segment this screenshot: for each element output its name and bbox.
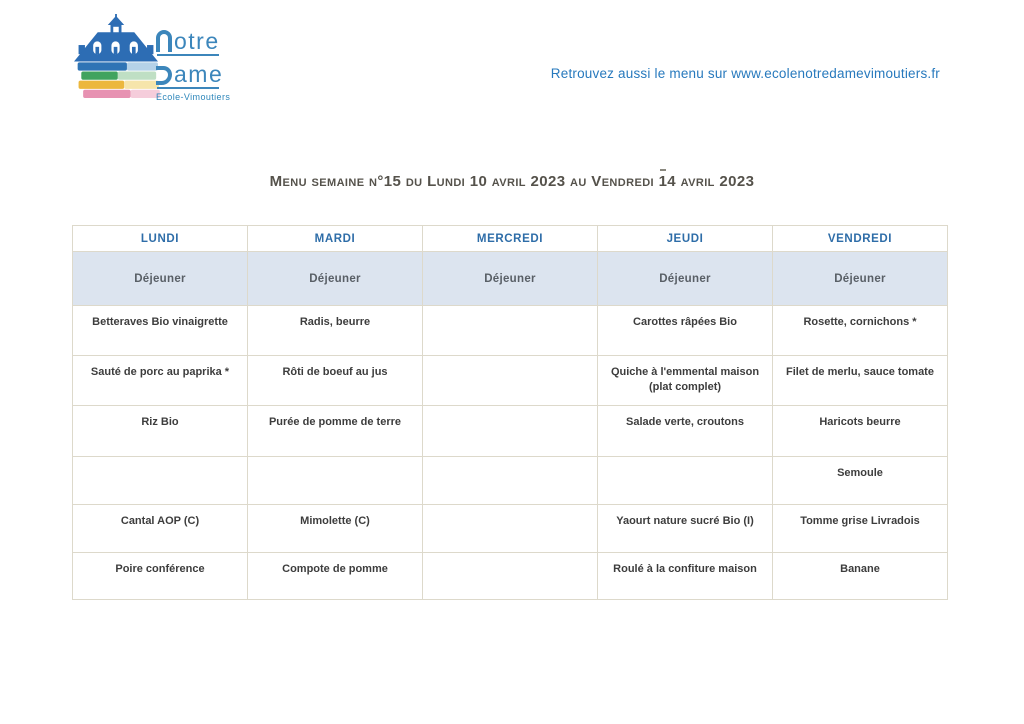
menu-cell [423,356,598,406]
menu-row-plat [73,356,948,406]
meal-cell: Déjeuner [423,252,598,306]
brand-name [156,26,230,102]
brand-subtitle: Ecole-Vimoutiers [156,92,231,102]
menu-cell: Rôti de boeuf au jus [248,356,423,406]
menu-cell: Compote de pomme [248,553,423,600]
menu-cell [423,553,598,600]
menu-cell: Roulé à la confiture maison [598,553,773,600]
school-house-icon [68,14,164,98]
brand-divider [157,54,219,56]
menu-cell: Betteraves Bio vinaigrette [73,306,248,356]
menu-row-entree [73,306,948,356]
menu-cell: Sauté de porc au paprika * [73,356,248,406]
menu-cell [248,457,423,505]
menu-row-accompagnement-2 [73,457,948,505]
brand-divider [157,87,219,89]
day-header-row [73,226,948,252]
menu-cell: Rosette, cornichons * [773,306,948,356]
menu-cell: Radis, beurre [248,306,423,356]
brand-text-ame: ame [174,61,224,87]
day-header-mardi: MARDI [248,226,423,252]
menu-cell: Banane [773,553,948,600]
weekly-menu-table [72,225,948,600]
menu-cell: Carottes râpées Bio [598,306,773,356]
meal-cell: Déjeuner [598,252,773,306]
menu-cell: Quiche à l'emmental maison (plat complet) [598,356,773,406]
meal-row [73,252,948,306]
menu-cell: Yaourt nature sucré Bio (I) [598,505,773,553]
brand-text-otre: otre [174,28,220,54]
menu-cell [423,505,598,553]
menu-cell: Filet de merlu, sauce tomate [773,356,948,406]
meal-cell: Déjeuner [248,252,423,306]
menu-cell: Haricots beurre [773,406,948,457]
stylized-d-glyph [156,66,172,85]
brand-word-dame [156,59,230,85]
menu-cell [423,457,598,505]
day-header-jeudi: JEUDI [598,226,773,252]
menu-row-fromage [73,505,948,553]
page-title: Menu semaine n°15 du Lundi 10 avril 2023 au Vendredi 14 avril 2023 [269,173,755,190]
menu-cell [598,457,773,505]
meal-cell: Déjeuner [73,252,248,306]
menu-website-link[interactable]: Retrouvez aussi le menu sur www.ecolenotredamevimoutiers.fr [550,66,940,81]
menu-cell [423,406,598,457]
stylized-n-glyph [156,30,172,52]
menu-cell: Salade verte, croutons [598,406,773,457]
menu-row-accompagnement [73,406,948,457]
menu-cell [423,306,598,356]
menu-cell: Tomme grise Livradois [773,505,948,553]
day-header-mercredi: MERCREDI [423,226,598,252]
stray-mark [660,169,666,171]
menu-row-dessert [73,553,948,600]
menu-cell: Mimolette (C) [248,505,423,553]
menu-cell: Poire conférence [73,553,248,600]
menu-cell: Semoule [773,457,948,505]
menu-cell: Purée de pomme de terre [248,406,423,457]
menu-cell: Cantal AOP (C) [73,505,248,553]
day-header-vendredi: VENDREDI [773,226,948,252]
menu-cell: Riz Bio [73,406,248,457]
menu-cell [73,457,248,505]
meal-cell: Déjeuner [773,252,948,306]
school-logo [68,12,298,102]
brand-word-notre [156,26,230,52]
day-header-lundi: LUNDI [73,226,248,252]
